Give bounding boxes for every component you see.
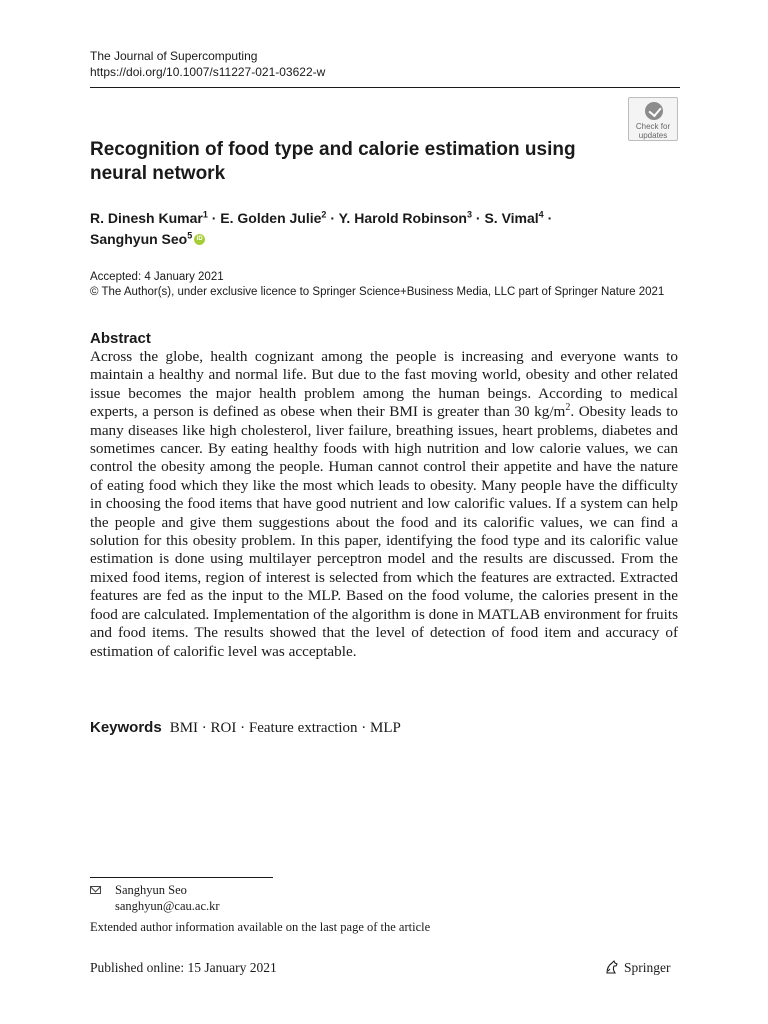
check-updates-icon <box>645 102 663 120</box>
author-name[interactable]: Y. Harold Robinson <box>338 210 467 226</box>
author-name[interactable]: E. Golden Julie <box>220 210 322 226</box>
journal-header <box>90 48 325 80</box>
publication-dates <box>90 270 664 300</box>
keywords-text: BMI · ROI · Feature extraction · MLP <box>169 720 401 736</box>
badge-line-1: Check for <box>635 122 671 131</box>
abstract-body-part2: . Obesity leads to many diseases like high cholesterol, liver failure, breathing issues, heart problems, diabetes and sometimes cancer. By eating healthy foods with high nutrition and low calorie values, we can control the obesity among the people. Human cannot control their appetite and have the nature of eating food which they like the most which leads to obesity. Many people have the difficulty in choosing the food items that have good nutrient and low calorific values. If a system can help the people and give them suggestions about the food and its calorific values, we can find a solution for this obesity problem. In this paper, identifying the food type and its calorific value estimation is done using multilayer perceptron model and the results are discussed. From the mixed food items, region of interest is selected from which the features are extracted. Extracted features are fed as the input to the MLP. Based on the food volume, the calories present in the food are calculated. Implementation of the algorithm is done in MATLAB environment for fruits and food items. The results showed that the level of detection of food item and accuracy of estimation of calorific level was acceptable. <box>90 403 679 660</box>
footnote-divider <box>90 877 273 878</box>
author-affiliation: 1 <box>202 209 208 220</box>
corresponding-author: Sanghyun Seo <box>115 883 187 897</box>
check-for-updates-badge[interactable] <box>628 97 678 141</box>
author-affiliation: 2 <box>321 209 327 220</box>
author-separator: · <box>472 210 485 226</box>
springer-horse-icon <box>604 959 620 975</box>
author-affiliation: 5 <box>187 230 193 241</box>
author-separator: · <box>543 210 553 226</box>
abstract-text <box>90 348 678 661</box>
author-affiliation: 4 <box>538 209 544 220</box>
paper-title: Recognition of food type and calorie estimation using neural network <box>90 139 576 184</box>
doi-link[interactable]: https://doi.org/10.1007/s11227-021-03622-w <box>90 65 326 79</box>
publisher-name: Springer <box>624 960 671 975</box>
envelope-icon <box>90 886 101 894</box>
abstract-body-part1: Across the globe, health cognizant among the people is increasing and everyone wants to maintain a healthy and normal life. But due to the fast moving world, obesity and other related issue becomes the major health problem among the human beings. According to medical experts, a person is defined as obese when their BMI is greater than 30 kg/m <box>90 348 678 421</box>
journal-name: The Journal of Supercomputing <box>90 49 258 63</box>
badge-line-2: updates <box>638 131 668 140</box>
author-separator: · <box>326 210 339 226</box>
accepted-date: Accepted: 4 January 2021 <box>90 271 224 283</box>
copyright-notice: © The Author(s), under exclusive licence to Springer Science+Business Media, LLC part of Springer Nature 2021 <box>90 286 665 298</box>
keywords-label: Keywords <box>90 719 162 736</box>
author-name[interactable]: S. Vimal <box>484 210 539 226</box>
orcid-icon[interactable] <box>194 234 205 245</box>
author-name[interactable]: Sanghyun Seo <box>90 231 188 247</box>
author-list <box>90 208 650 250</box>
abstract-heading: Abstract <box>90 330 151 347</box>
keywords-line <box>90 719 401 737</box>
author-affiliation: 3 <box>466 209 472 220</box>
corresponding-email[interactable]: sanghyun@cau.ac.kr <box>115 899 220 913</box>
publisher-logo <box>604 959 671 977</box>
published-online-date: Published online: 15 January 2021 <box>90 960 277 975</box>
author-name[interactable]: R. Dinesh Kumar <box>90 210 203 226</box>
author-separator: · <box>207 210 221 226</box>
extended-info-note: Extended author information available on the last page of the article <box>90 920 431 934</box>
header-divider <box>90 87 680 88</box>
abstract-superscript: 2 <box>565 402 571 414</box>
